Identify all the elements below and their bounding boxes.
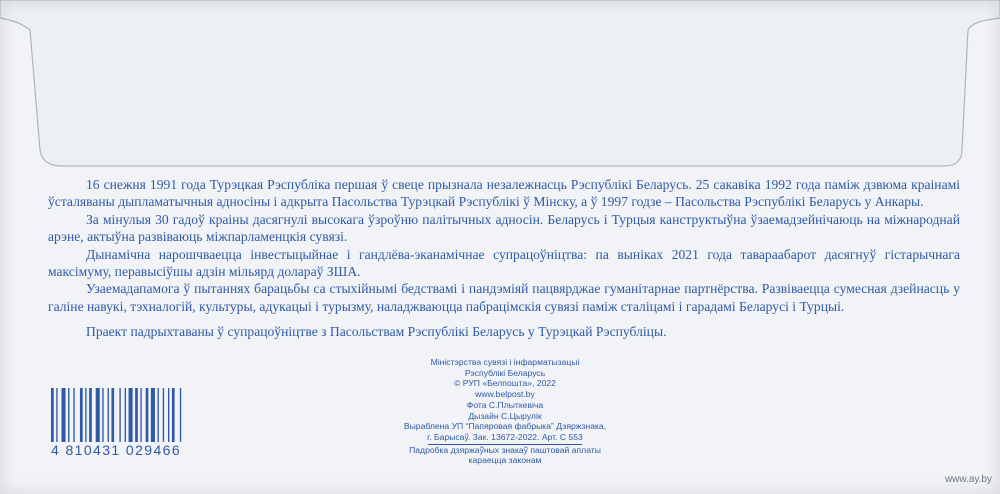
design-credit: Дызайн С.Цырулік [468,410,542,421]
description-text [48,176,960,341]
law-line-1: Падробка дзяржаўных знакаў паштовай аплаты [409,444,601,455]
paragraph-economy: Дынамічна нарошчваецца інвестыцыйнае і гандлёва-эканамічнае супрацоўніцтва: па выніках 2021 года тавараабарот дасягнуў гістарычнага максімуму, перавысіўшы адзін мільярд долараў ЗША. [48,246,960,280]
ministry-line-2: Рэспублікі Беларусь [464,367,546,378]
printer-line-1: Выраблена УП “Папяровая фабрыка” Дзяржзнака, [403,421,607,432]
photo-credit: Фота С.Плыткевіча [466,399,544,410]
paragraph-politics: За мінулыя 30 гадоў краіны дасягнулі высокага ўзроўню палітычных адносін. Беларусь і Турцыя канструктыўна ўзаемадзейнічаюць на міжнароднай арэне, актыўна развіваюць міжпарламенцкія сувязі. [48,211,960,245]
law-line-2: караецца законам [468,455,542,466]
printer-line-2: г. Барысаў. Зак. 13672-2022. Арт. С 553 [427,431,583,442]
paragraph-cooperation: Узаемадапамога ў пытаннях барацьбы са стыхійнымі бедствамі і пандэміяй пацвярджае гуманітарнае партнёрства. Развіваецца сумесная дзейнасць у галіне навукі, тэхналогій, культуры, адукацыі і турызму, наладжваюцца пабрацімскія сувязі паміж сталіцамі і гарадамі Беларусі і Турцыі. [48,281,960,314]
publisher-credits [400,357,610,466]
barcode-number: 4 810431 029466 [47,442,221,458]
paragraph-history: 16 снежня 1991 года Турэцкая Рэспубліка першая ў свеце прызнала незалежнасць Рэспублікі Беларусь. 25 сакавіка 1992 года паміж дзвюма краінамі ўсталяваны дыпламатычныя адносіны і адкрыта Пасольства Турэцкай Рэспублікі ў Мінску, а ў 1997 годзе – Пасольства Рэспублікі Беларусь у Анкары. [48,177,960,210]
website-line: www.belpost.by [475,389,535,400]
ministry-line-1: Міністэрства сувязі і інфарматызацыі [430,357,580,367]
envelope-flap [0,0,1000,170]
copyright-line: © РУП «Белпошта», 2022 [454,378,556,389]
watermark: www.ay.by [944,474,992,485]
paragraph-project: Праект падрыхтаваны ў супрацоўніцтве з Пасольствам Рэспублікі Беларусь у Турэцкай Рэспубліцы. [86,324,667,340]
